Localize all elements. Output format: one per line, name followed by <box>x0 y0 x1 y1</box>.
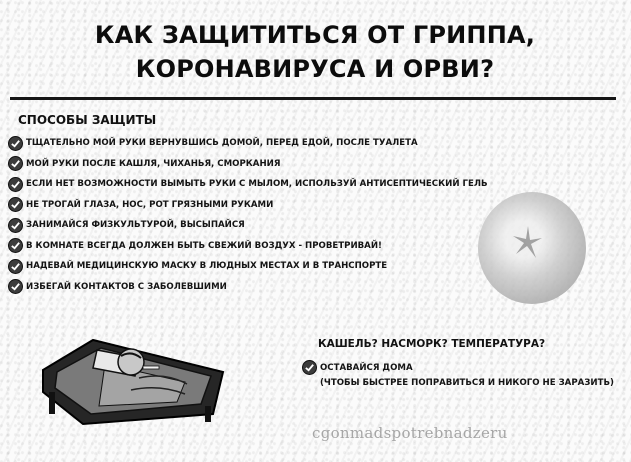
check-circle-icon <box>302 360 317 375</box>
stay-home-advice <box>302 360 413 375</box>
tip-text: ИЗБЕГАЙ КОНТАКТОВ С ЗАБОЛЕВШИМИ <box>26 281 227 292</box>
title-line-2: КОРОНАВИРУСА И ОРВИ? <box>135 55 495 83</box>
tip-item <box>8 133 428 154</box>
title-line-1: КАК ЗАЩИТИТЬСЯ ОТ ГРИППА, <box>94 21 536 49</box>
check-circle-icon <box>8 238 23 253</box>
tip-item <box>8 277 428 298</box>
check-circle-icon <box>8 197 23 212</box>
sick-person-in-bed-icon <box>35 322 235 427</box>
tip-item <box>8 174 488 195</box>
check-circle-icon <box>8 156 23 171</box>
check-circle-icon <box>8 218 23 233</box>
tip-text: НАДЕВАЙ МЕДИЦИНСКУЮ МАСКУ В ЛЮДНЫХ МЕСТАХ И В ТРАНСПОРТЕ <box>26 261 388 272</box>
watermark: cgonmadspotrebnadzeru <box>312 424 508 442</box>
stay-home-text: ОСТАВАЙСЯ ДОМА <box>320 362 413 373</box>
tip-text: МОЙ РУКИ ПОСЛЕ КАШЛЯ, ЧИХАНЬЯ, СМОРКАНИЯ <box>26 158 281 169</box>
heading-divider <box>10 97 616 100</box>
virus-globe-icon <box>478 192 586 304</box>
stay-home-reason: (ЧТОБЫ БЫСТРЕЕ ПОПРАВИТЬСЯ И НИКОГО НЕ ЗАРАЗИТЬ) <box>320 378 614 388</box>
section-heading: СПОСОБЫ ЗАЩИТЫ <box>18 113 157 127</box>
tip-item <box>8 215 428 236</box>
tip-text: ЗАНИМАЙСЯ ФИЗКУЛЬТУРОЙ, ВЫСЫПАЙСЯ <box>26 220 245 231</box>
tip-text: ТЩАТЕЛЬНО МОЙ РУКИ ВЕРНУВШИСЬ ДОМОЙ, ПЕРЕД ЕДОЙ, ПОСЛЕ ТУАЛЕТА <box>26 138 418 149</box>
tip-item <box>8 154 428 175</box>
symptoms-heading: КАШЕЛЬ? НАСМОРК? ТЕМПЕРАТУРА? <box>318 338 546 350</box>
virus-mark <box>508 222 548 262</box>
check-circle-icon <box>8 259 23 274</box>
page-title <box>60 18 570 86</box>
tip-item <box>8 236 428 257</box>
tip-text: НЕ ТРОГАЙ ГЛАЗА, НОС, РОТ ГРЯЗНЫМИ РУКАМИ <box>26 199 274 210</box>
check-circle-icon <box>8 177 23 192</box>
tip-text: ЕСЛИ НЕТ ВОЗМОЖНОСТИ ВЫМЫТЬ РУКИ С МЫЛОМ, ИСПОЛЬЗУЙ АНТИСЕПТИЧЕСКИЙ ГЕЛЬ <box>26 179 488 190</box>
check-circle-icon <box>8 136 23 151</box>
tip-item <box>8 195 428 216</box>
tip-text: В КОМНАТЕ ВСЕГДА ДОЛЖЕН БЫТЬ СВЕЖИЙ ВОЗДУХ - ПРОВЕТРИВАЙ! <box>26 240 382 251</box>
check-circle-icon <box>8 279 23 294</box>
prevention-tips-list <box>8 133 488 297</box>
tip-item <box>8 256 428 277</box>
